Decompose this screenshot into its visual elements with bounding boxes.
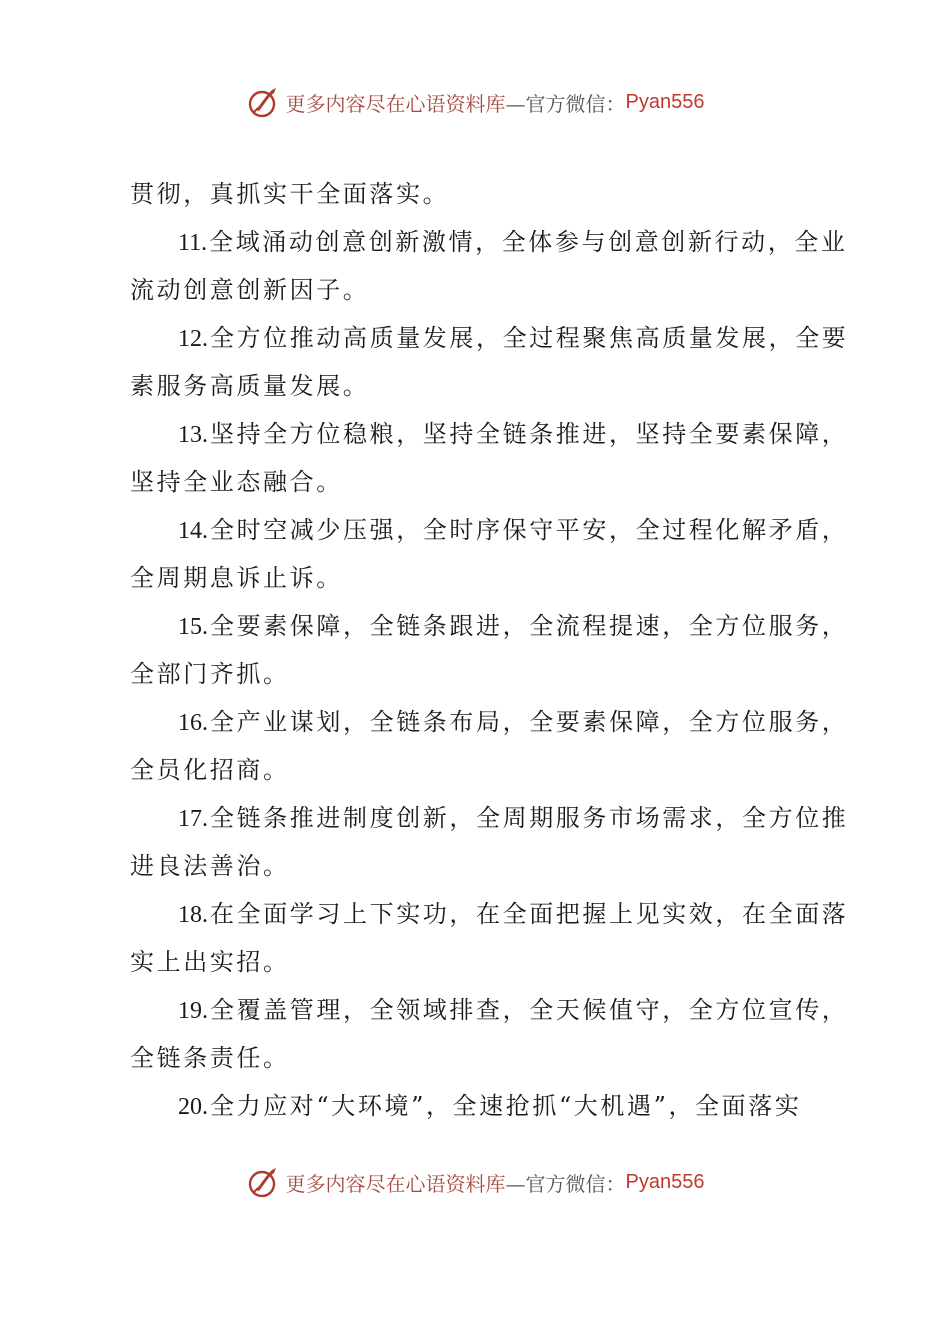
list-item-12: 12.全方位推动高质量发展，全过程聚焦高质量发展，全要 — [178, 324, 849, 352]
item-number: 14. — [178, 518, 208, 544]
list-item-19: 19.全覆盖管理，全领域排查，全天候值守，全方位宣传， — [178, 996, 849, 1024]
list-item-18: 18.在全面学习上下实功，在全面把握上见实效，在全面落 — [178, 900, 849, 928]
item-number: 17. — [178, 806, 208, 832]
text-line: 流动创意创新因子。 — [130, 276, 370, 304]
banner-text: 更多内容尽在心语资料库 — [285, 91, 506, 116]
text-line: 实上出实招。 — [130, 948, 290, 976]
pen-logo-icon — [246, 1164, 282, 1200]
footer-banner — [0, 1162, 950, 1202]
item-number: 16. — [178, 710, 208, 736]
item-number: 20. — [178, 1094, 208, 1120]
banner-wechat-id: Pyan556 — [625, 1170, 705, 1193]
text-line: 全员化招商。 — [130, 756, 290, 784]
text-line: 全链条责任。 — [130, 1044, 290, 1072]
text-line: 全周期息诉止诉。 — [130, 564, 343, 592]
item-number: 19. — [178, 998, 208, 1024]
item-number: 12. — [178, 326, 208, 352]
list-item-11: 11.全域涌动创意创新激情，全体参与创意创新行动，全业 — [178, 228, 848, 256]
item-number: 18. — [178, 902, 208, 928]
item-number: 13. — [178, 422, 208, 448]
list-item-13: 13.坚持全方位稳粮，坚持全链条推进，坚持全要素保障， — [178, 420, 849, 448]
list-item-15: 15.全要素保障，全链条跟进，全流程提速，全方位服务， — [178, 612, 849, 640]
text-line: 进良法善治。 — [130, 852, 290, 880]
item-number: 11. — [178, 230, 208, 256]
text-line: 全部门齐抓。 — [130, 660, 290, 688]
text-line: 素服务高质量发展。 — [130, 372, 370, 400]
banner-text: 更多内容尽在心语资料库 — [285, 1171, 506, 1196]
list-item-16: 16.全产业谋划，全链条布局，全要素保障，全方位服务， — [178, 708, 849, 736]
document-body — [130, 170, 849, 1130]
list-item-17: 17.全链条推进制度创新，全周期服务市场需求，全方位推 — [178, 804, 849, 832]
item-number: 15. — [178, 614, 208, 640]
pen-logo-icon — [246, 84, 282, 120]
banner-official-label: —官方微信： — [505, 1171, 626, 1196]
list-item-14: 14.全时空减少压强，全时序保守平安，全过程化解矛盾， — [178, 516, 849, 544]
banner-wechat-id: Pyan556 — [625, 90, 705, 113]
text-line: 贯彻，真抓实干全面落实。 — [130, 180, 450, 208]
list-item-20: 20.全力应对“大环境”，全速抢抓“大机遇”，全面落实 — [178, 1092, 802, 1120]
banner-official-label: —官方微信： — [505, 91, 626, 116]
text-line: 坚持全业态融合。 — [130, 468, 343, 496]
header-banner — [0, 82, 950, 122]
